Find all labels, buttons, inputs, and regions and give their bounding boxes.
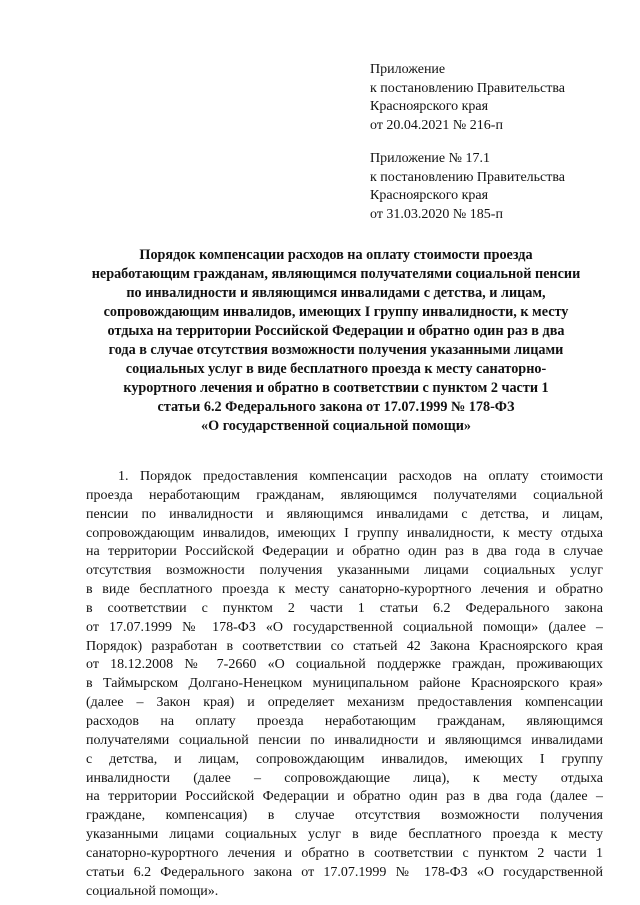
paragraph-line: Порядок) разработан в соответствии со статьей 42 Закона Красноярского края [86,638,603,654]
paragraph-line: проезда неработающим гражданам, являющимся получателями социальной [86,487,603,503]
appendix-line: Приложение № 17.1 [370,151,490,166]
appendix-line: Красноярского края [370,188,489,203]
paragraph-line: на территории Российской Федерации и обратно один раз в два года в случае [86,544,603,560]
title-line: «О государственной социальной помощи» [201,418,471,434]
appendix-line: к постановлению Правительства [370,80,566,96]
title-line: сопровождающим инвалидов, имеющих I группу инвалидности, к месту [103,304,569,320]
paragraph-line: от 17.07.1999 № 178-ФЗ «О государственной социальной помощи» (далее – [86,619,603,635]
title-line: статьи 6.2 Федерального закона от 17.07.1999 № 178-ФЗ [157,399,515,415]
paragraph-1 [86,468,603,901]
appendix-line: к постановлению Правительства [370,169,566,185]
paragraph-line: статьи 6.2 Федерального закона от 17.07.1999 № 178-ФЗ «О государственной [86,864,603,880]
paragraph-line: санаторно-курортного лечения и обратно в соответствии с пунктом 2 части 1 [86,845,603,861]
title-line: неработающим гражданам, являющимся получателями социальной пенсии [91,266,581,282]
paragraph-line: 1. Порядок предоставления компенсации расходов на оплату стоимости [118,469,603,484]
title-line: курортного лечения и обратно в соответствии с пунктом 2 части 1 [123,380,549,396]
appendix-block-current [370,61,632,135]
paragraph-line: расходов на оплату проезда неработающим гражданам, являющимся [86,713,603,729]
title-line: отдыха на территории Российской Федерации и обратно один раз в два [107,323,565,339]
paragraph-line: в Таймырском Долгано-Ненецком муниципальном районе Красноярского края» [86,676,603,692]
paragraph-line: сопровождающим инвалидов, имеющих I группу инвалидности, к месту отдыха [86,525,603,541]
paragraph-line: с детства, и лицам, сопровождающим инвалидов, имеющих I группу [86,751,603,767]
paragraph-line: (далее – Закон края) и определяет механизм предоставления компенсации [86,695,603,711]
paragraph-line: отсутствия возможности получения указанными лицами социальных услуг [86,563,603,579]
paragraph-line: на территории Российской Федерации и обратно один раз в два года (далее – [86,789,603,805]
appendix-line: Красноярского края [370,99,489,114]
paragraph-line: указанными лицами социальных услуг в виде бесплатного проезда к месту [86,827,603,843]
document-title [68,246,604,436]
title-line: Порядок компенсации расходов на оплату стоимости проезда [139,247,533,263]
paragraph-line: инвалидности (далее – сопровождающие лица), к месту отдыха [86,770,603,786]
title-line: года в случае отсутствия возможности получения указанными лицами [108,342,564,358]
paragraph-line: в виде бесплатного проезда к месту санаторно-курортного лечения и обратно [86,582,603,598]
appendix-line: Приложение [370,62,446,77]
appendix-line: от 20.04.2021 № 216-п [370,117,503,133]
appendix-block-original [370,150,632,224]
title-line: социальных услуг в виде бесплатного проезда к месту санаторно- [125,361,547,377]
appendix-line: от 31.03.2020 № 185-п [370,206,503,222]
paragraph-line: пенсии по инвалидности и являющимся инвалидами с детства, и лицам, [86,506,603,522]
paragraph-line: получателями социальной пенсии по инвалидности и являющимся инвалидами [86,732,603,748]
title-line: по инвалидности и являющимся инвалидами с детства, и лицам, [126,285,546,301]
paragraph-line: граждане, компенсация) в случае отсутствия возможности получения [86,808,603,824]
paragraph-line: в соответствии с пунктом 2 части 1 статьи 6.2 Федерального закона [86,600,603,616]
paragraph-line: от 18.12.2008 № 7-2660 «О социальной поддержке граждан, проживающих [86,657,603,673]
paragraph-line: социальной помощи». [86,883,219,899]
